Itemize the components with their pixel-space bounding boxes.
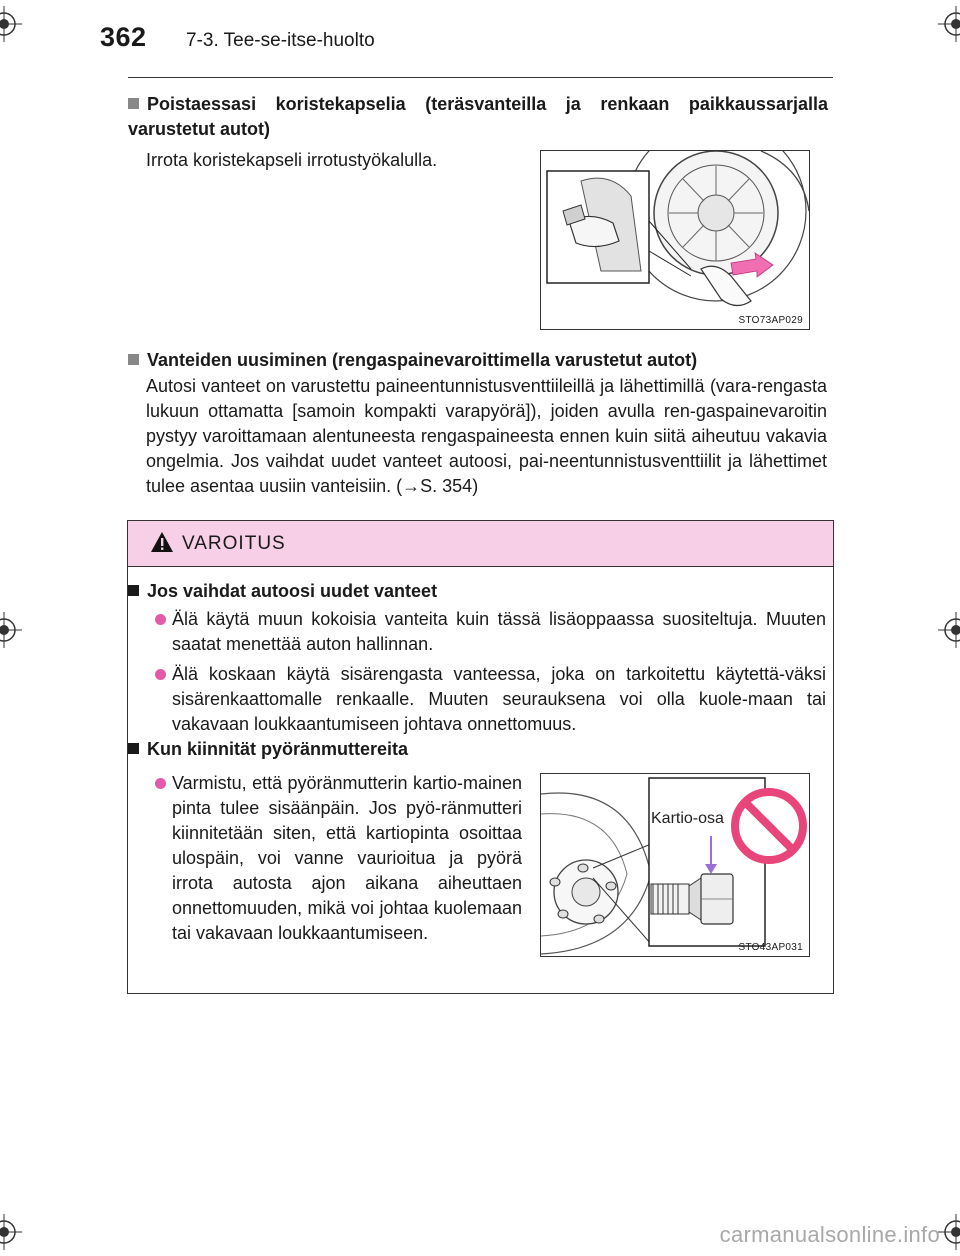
warning-item-lug-nut-direction: [172, 771, 522, 946]
round-bullet-icon: [155, 778, 166, 789]
square-bullet-icon: [128, 354, 139, 365]
hubcap-removal-figure: [540, 150, 810, 330]
warning-box: [127, 520, 834, 994]
warning-heading-text: Kun kiinnität pyöränmuttereita: [147, 739, 409, 759]
section-heading-text: Poistaessasi koristekapselia (teräsvanteilla ja renkaan paikkaussarjalla varustetut autot): [128, 94, 828, 139]
square-bullet-icon: [128, 743, 139, 754]
registration-mark-icon: [0, 1214, 22, 1250]
registration-mark-icon: [938, 1214, 960, 1250]
square-bullet-icon: [128, 585, 139, 596]
registration-mark-icon: [938, 6, 960, 42]
chapter-title: 7-3. Tee-se-itse-huolto: [186, 30, 375, 51]
registration-mark-icon: [0, 612, 22, 648]
section-body-wheels: Autosi vanteet on varustettu paineentunnistusventtiileillä ja lähettimillä (vara-rengasta lukuun ottamatta [samoin kompakti varapyörä]), joiden avulla ren-gaspainevaroitin pystyy varoittamaan alentuneesta rengaspaineesta ennen kuin siitä aiheutuu vakavia ongelmia. Jos vaihdat uudet vanteet autoosi, pai-neentunnistusventtiilit ja lähettimet tulee asentaa uusiin vanteisiin. (→S. 354): [146, 376, 827, 496]
section-body-hubcap: Irrota koristekapseli irrotustyökalulla.: [146, 150, 438, 170]
warning-item-wheel-size: [172, 607, 826, 657]
square-bullet-icon: [128, 98, 139, 109]
warning-item-text: Älä koskaan käytä sisärengasta vanteessa, joka on tarkoitettu käytettä-väksi sisärenkaattomalle renkaalle. Muuten seurauksena voi olla kuole-maan tai vakavaan loukkaantumiseen johtava onnettomuus.: [172, 664, 826, 734]
warning-heading-new-wheels: [128, 579, 828, 604]
registration-mark-icon: [0, 6, 22, 42]
section-heading-text: Vanteiden uusiminen (rengaspainevaroittimella varustetut autot): [147, 350, 698, 370]
page-number: 362: [100, 22, 147, 52]
warning-heading-text: Jos vaihdat autoosi uudet vanteet: [147, 581, 438, 601]
figure-code: STO73AP029: [738, 315, 803, 326]
warning-item-text: Älä käytä muun kokoisia vanteita kuin tässä lisäoppaassa suositeltuja. Muuten saatat menettää auton hallinnan.: [172, 609, 826, 654]
lug-nut-figure: [540, 773, 810, 957]
section-heading-hubcap: [128, 92, 828, 142]
warning-title: VAROITUS: [182, 533, 286, 554]
warning-item-text: Varmistu, että pyöränmutterin kartio-mainen pinta tulee sisäänpäin. Jos pyö-ränmutteri kiinnitetään siten, että kartiopinta osoittaa ulospäin, voi vanne vaurioitua ja pyörä irrota autosta ajon aikana aiheuttaen onnettomuuden, mikä voi johtaa kuolemaan tai vakavaan loukkaantumiseen.: [172, 773, 522, 943]
section-heading-wheels: [128, 348, 828, 373]
warning-heading-lug-nuts: [128, 737, 828, 762]
round-bullet-icon: [155, 614, 166, 625]
round-bullet-icon: [155, 669, 166, 680]
header-divider: [128, 77, 833, 78]
warning-item-inner-tube: [172, 662, 826, 737]
registration-mark-icon: [938, 612, 960, 648]
watermark: carmanualsonline.info: [719, 1222, 940, 1247]
warning-header: [128, 521, 833, 567]
figure-code: STO43AP031: [738, 942, 803, 953]
warning-triangle-icon: [150, 531, 174, 553]
figure-callout-label: Kartio-osa: [651, 810, 724, 827]
